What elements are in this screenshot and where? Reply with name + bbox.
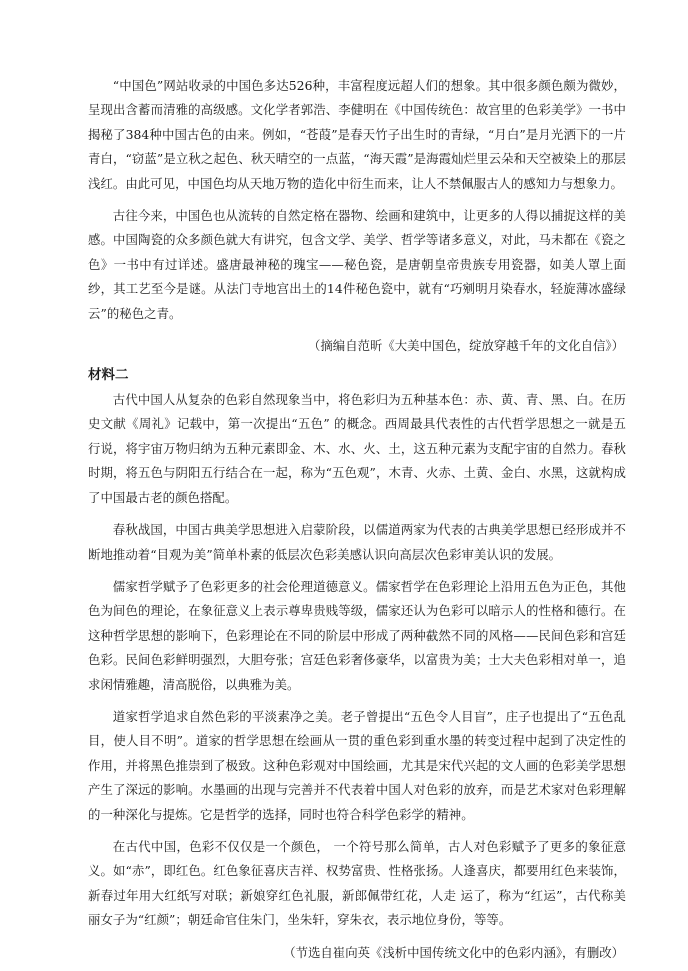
source-citation: （节选自崔向英《浅析中国传统文化中的色彩内涵》，有删改） [283, 944, 624, 960]
material-one [88, 74, 626, 358]
paragraph: 在古代中国，色彩不仅仅是一个颜色， 一个符号那么简单，古人对色彩赋予了更多的象征意义。如“赤”，即红色。红色象征喜庆吉祥、权势富贵、性格张扬。人逢喜庆，都要用红色来装饰，新春过年用大红纸写对联；新娘穿红色礼服，新郎佩带红花，人走 运了，称为“红运”，古代称美丽女子为“红颜”；朝廷命官住朱门，坐朱轩，穿朱衣，表示地位身份，等等。 [88, 838, 626, 928]
paragraph: 道家哲学追求自然色彩的平淡素净之美。老子曾提出“五色令人目盲”，庄子也提出了“五色乱目，使人目不明”。道家的哲学思想在绘画从一贯的重色彩到重水墨的转变过程中起到了决定性的作用，并将黑色推崇到了极致。这种色彩观对中国绘画，尤其是宋代兴起的文人画的色彩美学思想产生了深远的影响。水墨画的出现与完善并不代表着中国人对色彩的放弃，而是艺术家对色彩理解的一种深化与提炼。它是哲学的选择，同时也符合科学色彩学的精神。 [88, 708, 626, 822]
paragraph: 古往今来，中国色也从流转的自然定格在器物、绘画和建筑中，让更多的人得以捕捉这样的美感。中国陶瓷的众多颜色就大有讲究，包含文学、美学、哲学等诸多意义，对此，马未都在《瓷之色》一书中有过详述。盛唐最神秘的瑰宝——秘色瓷，是唐朝皇帝贵族专用瓷器，如美人罩上面纱，其工艺至今是谜。从法门寺地宫出土的14件秘色瓷中，就有“巧剜明月染春水，轻旋薄冰盛绿云”的秘色之青。 [88, 208, 626, 321]
paragraph: “中国色”网站收录的中国色多达526种，丰富程度远超人们的想象。其中很多颜色颇为微妙，呈现出含蓄而清雅的高级感。文化学者郭浩、李健明在《中国传统色：故宫里的色彩美学》一书中揭秘了384种中国古色的由来。例如，“苍葭”是春天竹子出生时的青绿，“月白”是月光洒下的一片青白，“窃蓝”是立秋之起色、秋天晴空的一点蓝，“海天霞”是海霞灿烂里云朵和天空被染上的那层浅红。由此可见，中国色均从天地万物的造化中衍生而来，让人不禁佩服古人的感知力与想象力。 [88, 78, 626, 191]
section-heading: 材料二 [88, 367, 129, 384]
paragraph: 春秋战国，中国古典美学思想进入启蒙阶段，以儒道两家为代表的古典美学思想已经形成并不断地推动着“目观为美”简单朴素的低层次色彩美感认识向高层次色彩审美认识的发展。 [88, 522, 626, 562]
material-two [88, 364, 626, 965]
paragraph: 儒家哲学赋予了色彩更多的社会伦理道德意义。儒家哲学在色彩理论上沿用五色为正色，其他色为间色的理论，在象征意义上表示尊卑贵贱等级，儒家还认为色彩可以暗示人的性格和德行。在这种哲学思想的影响下，色彩理论在不同的阶层中形成了两种截然不同的风格——民间色彩和宫廷色彩。民间色彩鲜明强烈，大胆夸张；宫廷色彩奢侈豪华，以富贵为美；士大夫色彩相对单一，追求闲情雅趣，清高脱俗，以典雅为美。 [88, 578, 626, 692]
source-citation: （摘编自范昕《大美中国色，绽放穿越千年的文化自信》） [308, 338, 624, 354]
paragraph: 古代中国人从复杂的色彩自然现象当中，将色彩归为五种基本色：赤、黄、青、黑、白。在历史文献《周礼》记载中，第一次提出“五色” 的概念。西周最具代表性的古代哲学思想之一就是五行说，将宇宙万物归纳为五种元素即金、木、水、火、土，这五种元素为支配宇宙的自然力。春秋时期，将五色与阴阳五行结合在一起，称为“五色观”，木青、火赤、土黄、金白、水黑，这就构成了中国最古老的颜色搭配。 [88, 392, 626, 505]
document-body [88, 74, 626, 971]
